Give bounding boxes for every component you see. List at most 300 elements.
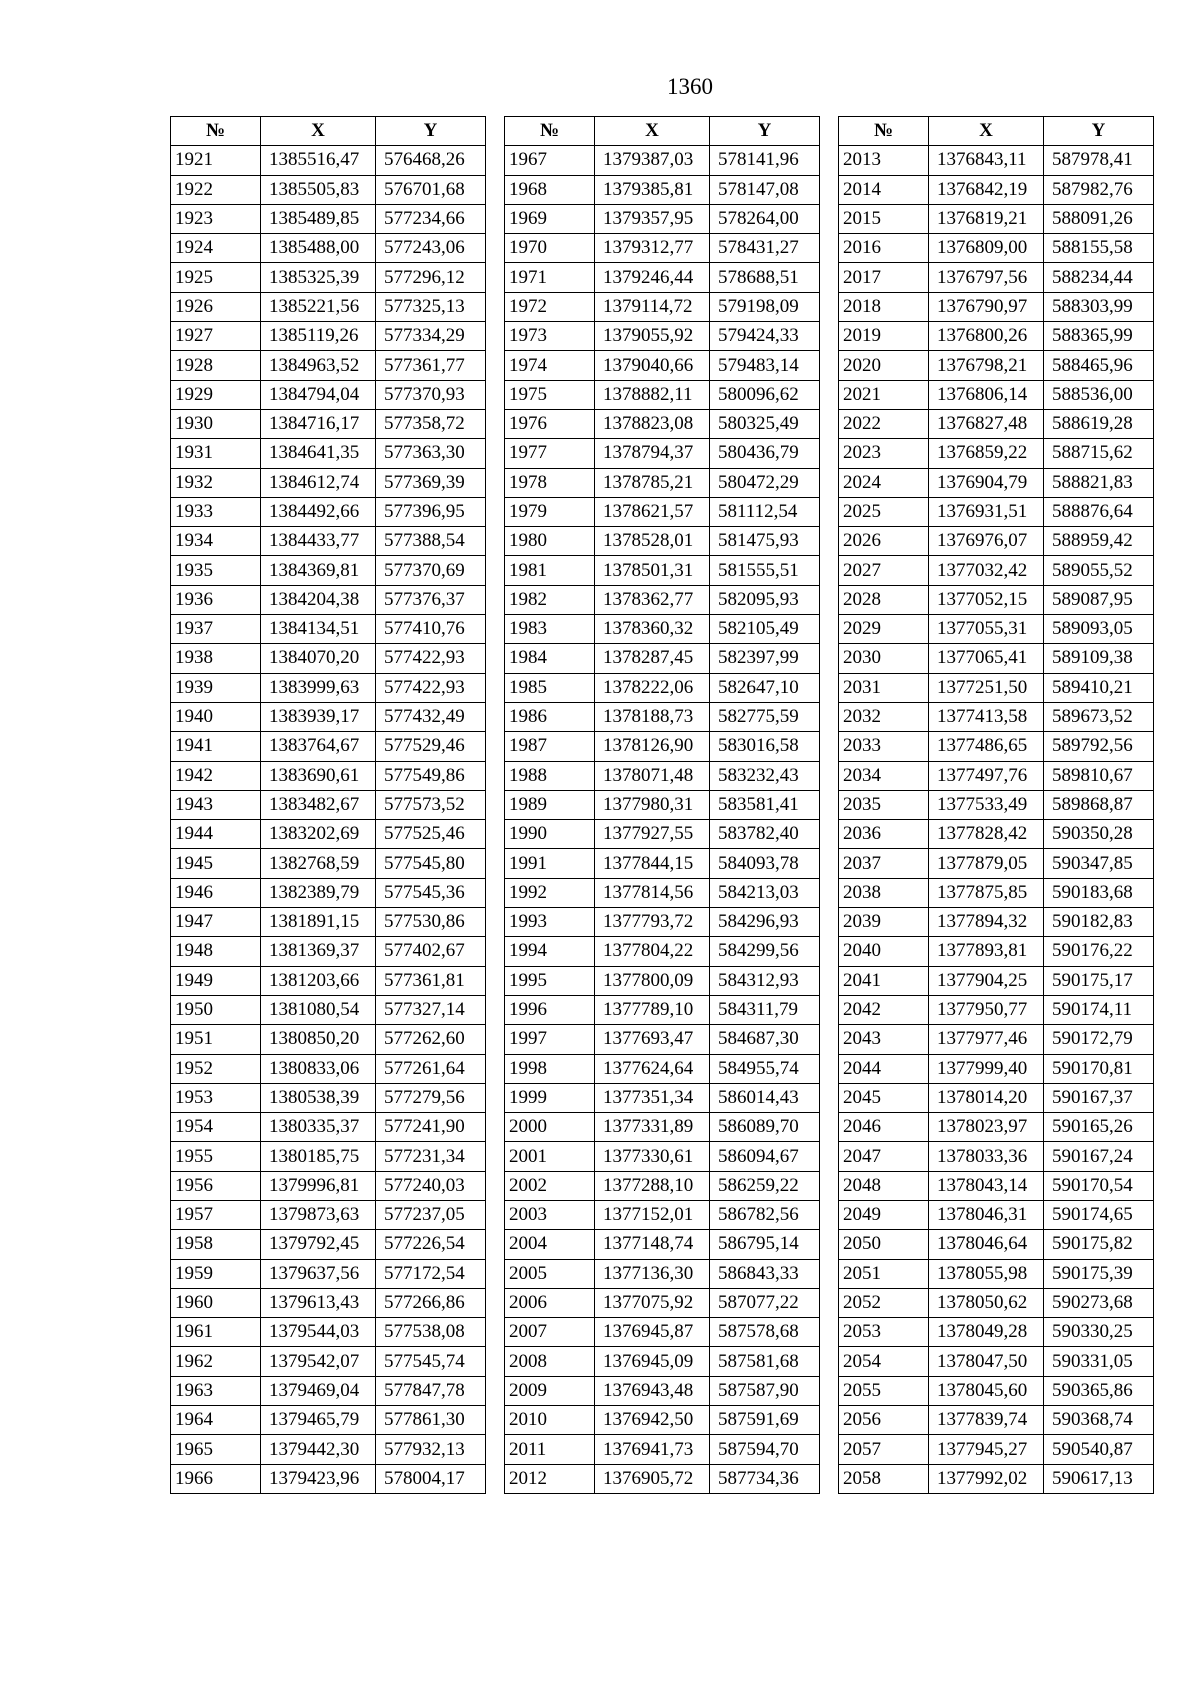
x-coordinate-cell: 1376797,56	[929, 263, 1044, 292]
table-row	[171, 732, 486, 761]
y-coordinate-cell: 588536,00	[1044, 380, 1154, 409]
point-number-cell: 2026	[839, 527, 929, 556]
table-row	[505, 966, 820, 995]
table-row	[839, 790, 1154, 819]
table-row	[839, 263, 1154, 292]
x-coordinate-cell: 1376809,00	[929, 234, 1044, 263]
point-number-cell: 2006	[505, 1288, 595, 1317]
table-row	[171, 204, 486, 233]
x-coordinate-cell: 1377148,74	[595, 1230, 710, 1259]
x-coordinate-cell: 1378785,21	[595, 468, 710, 497]
x-coordinate-cell: 1379542,07	[261, 1347, 376, 1376]
table-row	[839, 439, 1154, 468]
x-coordinate-cell: 1377927,55	[595, 820, 710, 849]
y-coordinate-cell: 577422,93	[376, 673, 486, 702]
y-coordinate-cell: 577172,54	[376, 1259, 486, 1288]
x-coordinate-cell: 1384612,74	[261, 468, 376, 497]
table-row	[505, 732, 820, 761]
x-coordinate-cell: 1376798,21	[929, 351, 1044, 380]
x-coordinate-cell: 1376790,97	[929, 292, 1044, 321]
table-row	[839, 1230, 1154, 1259]
y-coordinate-cell: 580436,79	[710, 439, 820, 468]
x-coordinate-cell: 1377032,42	[929, 556, 1044, 585]
point-number-cell: 1930	[171, 409, 261, 438]
x-coordinate-cell: 1378823,08	[595, 409, 710, 438]
x-coordinate-cell: 1377977,46	[929, 1025, 1044, 1054]
table-header-row	[505, 117, 820, 146]
x-coordinate-cell: 1379544,03	[261, 1318, 376, 1347]
table-row	[505, 878, 820, 907]
page-number: 1360	[667, 74, 713, 99]
point-number-cell: 1929	[171, 380, 261, 409]
point-number-cell: 2049	[839, 1200, 929, 1229]
coordinate-table-1	[170, 116, 486, 1494]
point-number-cell: 1952	[171, 1054, 261, 1083]
y-coordinate-cell: 590617,13	[1044, 1464, 1154, 1493]
table-row	[171, 849, 486, 878]
point-number-cell: 1921	[171, 146, 261, 175]
table-row	[839, 1288, 1154, 1317]
y-coordinate-cell: 578688,51	[710, 263, 820, 292]
point-number-cell: 1981	[505, 556, 595, 585]
table-row	[839, 292, 1154, 321]
x-coordinate-cell: 1379385,81	[595, 175, 710, 204]
y-coordinate-cell: 580472,29	[710, 468, 820, 497]
x-coordinate-cell: 1382768,59	[261, 849, 376, 878]
coordinate-table-3	[838, 116, 1154, 1494]
point-number-cell: 1939	[171, 673, 261, 702]
x-coordinate-cell: 1384070,20	[261, 644, 376, 673]
point-number-cell: 1993	[505, 908, 595, 937]
x-coordinate-cell: 1377486,65	[929, 732, 1044, 761]
y-coordinate-cell: 577358,72	[376, 409, 486, 438]
y-coordinate-cell: 577573,52	[376, 790, 486, 819]
point-number-cell: 2054	[839, 1347, 929, 1376]
x-coordinate-cell: 1377330,61	[595, 1142, 710, 1171]
table-row	[171, 908, 486, 937]
x-coordinate-cell: 1379442,30	[261, 1435, 376, 1464]
y-coordinate-cell: 579483,14	[710, 351, 820, 380]
x-coordinate-cell: 1384641,35	[261, 439, 376, 468]
point-number-cell: 1998	[505, 1054, 595, 1083]
point-number-cell: 2037	[839, 849, 929, 878]
point-number-cell: 2020	[839, 351, 929, 380]
header-x: X	[595, 117, 710, 146]
y-coordinate-cell: 582095,93	[710, 585, 820, 614]
point-number-cell: 1961	[171, 1318, 261, 1347]
point-number-cell: 2012	[505, 1464, 595, 1493]
x-coordinate-cell: 1378222,06	[595, 673, 710, 702]
y-coordinate-cell: 586843,33	[710, 1259, 820, 1288]
point-number-cell: 2017	[839, 263, 929, 292]
x-coordinate-cell: 1380538,39	[261, 1083, 376, 1112]
y-coordinate-cell: 590175,17	[1044, 966, 1154, 995]
y-coordinate-cell: 577847,78	[376, 1376, 486, 1405]
table-row	[839, 234, 1154, 263]
y-coordinate-cell: 584296,93	[710, 908, 820, 937]
table-row	[171, 234, 486, 263]
point-number-cell: 1945	[171, 849, 261, 878]
table-row	[171, 1200, 486, 1229]
point-number-cell: 2027	[839, 556, 929, 585]
point-number-cell: 1975	[505, 380, 595, 409]
table-row	[505, 1054, 820, 1083]
x-coordinate-cell: 1377893,81	[929, 937, 1044, 966]
table-row	[505, 380, 820, 409]
table-row	[505, 439, 820, 468]
y-coordinate-cell: 586259,22	[710, 1171, 820, 1200]
x-coordinate-cell: 1384204,38	[261, 585, 376, 614]
x-coordinate-cell: 1379792,45	[261, 1230, 376, 1259]
table-row	[505, 556, 820, 585]
x-coordinate-cell: 1377693,47	[595, 1025, 710, 1054]
table-row	[505, 1142, 820, 1171]
x-coordinate-cell: 1377413,58	[929, 702, 1044, 731]
table-row	[839, 1200, 1154, 1229]
header-y: Y	[710, 117, 820, 146]
x-coordinate-cell: 1379423,96	[261, 1464, 376, 1493]
y-coordinate-cell: 576701,68	[376, 175, 486, 204]
y-coordinate-cell: 583581,41	[710, 790, 820, 819]
y-coordinate-cell: 590170,54	[1044, 1171, 1154, 1200]
y-coordinate-cell: 587077,22	[710, 1288, 820, 1317]
table-row	[505, 234, 820, 263]
table-row	[505, 292, 820, 321]
y-coordinate-cell: 587978,41	[1044, 146, 1154, 175]
point-number-cell: 2028	[839, 585, 929, 614]
point-number-cell: 1980	[505, 527, 595, 556]
coordinate-table-2	[504, 116, 820, 1494]
table-row	[505, 644, 820, 673]
y-coordinate-cell: 581555,51	[710, 556, 820, 585]
x-coordinate-cell: 1378362,77	[595, 585, 710, 614]
table-row	[171, 1142, 486, 1171]
point-number-cell: 1940	[171, 702, 261, 731]
point-number-cell: 1996	[505, 995, 595, 1024]
point-number-cell: 2033	[839, 732, 929, 761]
point-number-cell: 1989	[505, 790, 595, 819]
point-number-cell: 1932	[171, 468, 261, 497]
point-number-cell: 2008	[505, 1347, 595, 1376]
y-coordinate-cell: 583016,58	[710, 732, 820, 761]
x-coordinate-cell: 1378047,50	[929, 1347, 1044, 1376]
x-coordinate-cell: 1378621,57	[595, 497, 710, 526]
point-number-cell: 2045	[839, 1083, 929, 1112]
x-coordinate-cell: 1380833,06	[261, 1054, 376, 1083]
x-coordinate-cell: 1379040,66	[595, 351, 710, 380]
x-coordinate-cell: 1378794,37	[595, 439, 710, 468]
point-number-cell: 1987	[505, 732, 595, 761]
x-coordinate-cell: 1379613,43	[261, 1288, 376, 1317]
table-row	[171, 175, 486, 204]
x-coordinate-cell: 1383690,61	[261, 761, 376, 790]
y-coordinate-cell: 577410,76	[376, 615, 486, 644]
table-row	[839, 761, 1154, 790]
x-coordinate-cell: 1376931,51	[929, 497, 1044, 526]
point-number-cell: 2014	[839, 175, 929, 204]
point-number-cell: 1963	[171, 1376, 261, 1405]
point-number-cell: 1982	[505, 585, 595, 614]
table-row	[839, 966, 1154, 995]
y-coordinate-cell: 584299,56	[710, 937, 820, 966]
y-coordinate-cell: 577545,80	[376, 849, 486, 878]
x-coordinate-cell: 1378045,60	[929, 1376, 1044, 1405]
y-coordinate-cell: 589810,67	[1044, 761, 1154, 790]
x-coordinate-cell: 1377879,05	[929, 849, 1044, 878]
x-coordinate-cell: 1376819,21	[929, 204, 1044, 233]
header-x: X	[261, 117, 376, 146]
point-number-cell: 1976	[505, 409, 595, 438]
y-coordinate-cell: 577266,86	[376, 1288, 486, 1317]
point-number-cell: 2003	[505, 1200, 595, 1229]
table-row	[839, 908, 1154, 937]
x-coordinate-cell: 1378046,31	[929, 1200, 1044, 1229]
table-row	[171, 878, 486, 907]
y-coordinate-cell: 590365,86	[1044, 1376, 1154, 1405]
y-coordinate-cell: 577538,08	[376, 1318, 486, 1347]
y-coordinate-cell: 590167,24	[1044, 1142, 1154, 1171]
table-row	[171, 1025, 486, 1054]
x-coordinate-cell: 1384134,51	[261, 615, 376, 644]
table-header-row	[171, 117, 486, 146]
point-number-cell: 1988	[505, 761, 595, 790]
x-coordinate-cell: 1379637,56	[261, 1259, 376, 1288]
table-row	[839, 673, 1154, 702]
point-number-cell: 1969	[505, 204, 595, 233]
point-number-cell: 2011	[505, 1435, 595, 1464]
y-coordinate-cell: 577529,46	[376, 732, 486, 761]
table-row	[505, 1406, 820, 1435]
table-row	[839, 468, 1154, 497]
point-number-cell: 1925	[171, 263, 261, 292]
x-coordinate-cell: 1378188,73	[595, 702, 710, 731]
y-coordinate-cell: 590167,37	[1044, 1083, 1154, 1112]
x-coordinate-cell: 1377065,41	[929, 644, 1044, 673]
point-number-cell: 1922	[171, 175, 261, 204]
y-coordinate-cell: 577240,03	[376, 1171, 486, 1200]
y-coordinate-cell: 577376,37	[376, 585, 486, 614]
y-coordinate-cell: 587587,90	[710, 1376, 820, 1405]
x-coordinate-cell: 1379465,79	[261, 1406, 376, 1435]
y-coordinate-cell: 577363,30	[376, 439, 486, 468]
y-coordinate-cell: 581475,93	[710, 527, 820, 556]
table-row	[839, 351, 1154, 380]
point-number-cell: 2042	[839, 995, 929, 1024]
x-coordinate-cell: 1383764,67	[261, 732, 376, 761]
y-coordinate-cell: 583232,43	[710, 761, 820, 790]
header-number: №	[505, 117, 595, 146]
x-coordinate-cell: 1377904,25	[929, 966, 1044, 995]
x-coordinate-cell: 1377533,49	[929, 790, 1044, 819]
y-coordinate-cell: 577369,39	[376, 468, 486, 497]
point-number-cell: 2051	[839, 1259, 929, 1288]
table-row	[171, 702, 486, 731]
table-row	[505, 820, 820, 849]
table-row	[171, 644, 486, 673]
y-coordinate-cell: 577530,86	[376, 908, 486, 937]
y-coordinate-cell: 587982,76	[1044, 175, 1154, 204]
x-coordinate-cell: 1377251,50	[929, 673, 1044, 702]
x-coordinate-cell: 1383999,63	[261, 673, 376, 702]
table-row	[839, 1318, 1154, 1347]
point-number-cell: 2009	[505, 1376, 595, 1405]
point-number-cell: 2053	[839, 1318, 929, 1347]
x-coordinate-cell: 1377875,85	[929, 878, 1044, 907]
x-coordinate-cell: 1384369,81	[261, 556, 376, 585]
point-number-cell: 2015	[839, 204, 929, 233]
table-row	[839, 1142, 1154, 1171]
x-coordinate-cell: 1385489,85	[261, 204, 376, 233]
point-number-cell: 1973	[505, 322, 595, 351]
y-coordinate-cell: 589109,38	[1044, 644, 1154, 673]
x-coordinate-cell: 1378043,14	[929, 1171, 1044, 1200]
x-coordinate-cell: 1381203,66	[261, 966, 376, 995]
point-number-cell: 2016	[839, 234, 929, 263]
x-coordinate-cell: 1377950,77	[929, 995, 1044, 1024]
x-coordinate-cell: 1385516,47	[261, 146, 376, 175]
table-row	[171, 1347, 486, 1376]
x-coordinate-cell: 1378055,98	[929, 1259, 1044, 1288]
point-number-cell: 1992	[505, 878, 595, 907]
x-coordinate-cell: 1377136,30	[595, 1259, 710, 1288]
y-coordinate-cell: 589055,52	[1044, 556, 1154, 585]
table-row	[505, 1318, 820, 1347]
point-number-cell: 2058	[839, 1464, 929, 1493]
table-row	[505, 204, 820, 233]
x-coordinate-cell: 1381369,37	[261, 937, 376, 966]
point-number-cell: 1958	[171, 1230, 261, 1259]
y-coordinate-cell: 577432,49	[376, 702, 486, 731]
y-coordinate-cell: 577549,86	[376, 761, 486, 790]
x-coordinate-cell: 1378033,36	[929, 1142, 1044, 1171]
table-row	[839, 1464, 1154, 1493]
point-number-cell: 1965	[171, 1435, 261, 1464]
table-row	[839, 497, 1154, 526]
point-number-cell: 1974	[505, 351, 595, 380]
point-number-cell: 1927	[171, 322, 261, 351]
x-coordinate-cell: 1377793,72	[595, 908, 710, 937]
table-row	[505, 790, 820, 819]
point-number-cell: 1935	[171, 556, 261, 585]
table-row	[171, 1083, 486, 1112]
x-coordinate-cell: 1377945,27	[929, 1435, 1044, 1464]
y-coordinate-cell: 579198,09	[710, 292, 820, 321]
point-number-cell: 1923	[171, 204, 261, 233]
x-coordinate-cell: 1376942,50	[595, 1406, 710, 1435]
x-coordinate-cell: 1376800,26	[929, 322, 1044, 351]
point-number-cell: 2018	[839, 292, 929, 321]
point-number-cell: 2035	[839, 790, 929, 819]
y-coordinate-cell: 580096,62	[710, 380, 820, 409]
header-number: №	[839, 117, 929, 146]
point-number-cell: 1979	[505, 497, 595, 526]
point-number-cell: 1950	[171, 995, 261, 1024]
table-row	[839, 175, 1154, 204]
point-number-cell: 2002	[505, 1171, 595, 1200]
y-coordinate-cell: 587581,68	[710, 1347, 820, 1376]
table-row	[839, 820, 1154, 849]
table-row	[505, 673, 820, 702]
table-row	[171, 527, 486, 556]
y-coordinate-cell: 588876,64	[1044, 497, 1154, 526]
y-coordinate-cell: 577370,69	[376, 556, 486, 585]
x-coordinate-cell: 1377844,15	[595, 849, 710, 878]
table-row	[171, 966, 486, 995]
table-row	[505, 1083, 820, 1112]
x-coordinate-cell: 1379357,95	[595, 204, 710, 233]
table-row	[505, 761, 820, 790]
point-number-cell: 1997	[505, 1025, 595, 1054]
y-coordinate-cell: 589673,52	[1044, 702, 1154, 731]
x-coordinate-cell: 1376806,14	[929, 380, 1044, 409]
table-row	[839, 1113, 1154, 1142]
table-row	[171, 820, 486, 849]
point-number-cell: 2048	[839, 1171, 929, 1200]
x-coordinate-cell: 1378528,01	[595, 527, 710, 556]
x-coordinate-cell: 1376945,87	[595, 1318, 710, 1347]
y-coordinate-cell: 577231,34	[376, 1142, 486, 1171]
table-row	[505, 1025, 820, 1054]
x-coordinate-cell: 1379996,81	[261, 1171, 376, 1200]
y-coordinate-cell: 584687,30	[710, 1025, 820, 1054]
y-coordinate-cell: 590540,87	[1044, 1435, 1154, 1464]
y-coordinate-cell: 577296,12	[376, 263, 486, 292]
table-row	[171, 409, 486, 438]
table-row	[505, 175, 820, 204]
point-number-cell: 1990	[505, 820, 595, 849]
y-coordinate-cell: 576468,26	[376, 146, 486, 175]
table-row	[171, 468, 486, 497]
x-coordinate-cell: 1378287,45	[595, 644, 710, 673]
y-coordinate-cell: 577325,13	[376, 292, 486, 321]
y-coordinate-cell: 586089,70	[710, 1113, 820, 1142]
y-coordinate-cell: 589410,21	[1044, 673, 1154, 702]
y-coordinate-cell: 584213,03	[710, 878, 820, 907]
x-coordinate-cell: 1378071,48	[595, 761, 710, 790]
header-number: №	[171, 117, 261, 146]
x-coordinate-cell: 1378501,31	[595, 556, 710, 585]
y-coordinate-cell: 590273,68	[1044, 1288, 1154, 1317]
table-row	[839, 1171, 1154, 1200]
point-number-cell: 1962	[171, 1347, 261, 1376]
x-coordinate-cell: 1378882,11	[595, 380, 710, 409]
x-coordinate-cell: 1384433,77	[261, 527, 376, 556]
x-coordinate-cell: 1381080,54	[261, 995, 376, 1024]
x-coordinate-cell: 1385488,00	[261, 234, 376, 263]
y-coordinate-cell: 582397,99	[710, 644, 820, 673]
y-coordinate-cell: 590330,25	[1044, 1318, 1154, 1347]
table-row	[505, 995, 820, 1024]
table-row	[839, 409, 1154, 438]
table-row	[171, 1054, 486, 1083]
y-coordinate-cell: 578004,17	[376, 1464, 486, 1493]
point-number-cell: 1936	[171, 585, 261, 614]
table-row	[505, 1435, 820, 1464]
y-coordinate-cell: 588715,62	[1044, 439, 1154, 468]
point-number-cell: 2010	[505, 1406, 595, 1435]
table-row	[839, 995, 1154, 1024]
table-row	[839, 527, 1154, 556]
point-number-cell: 2041	[839, 966, 929, 995]
table-row	[839, 322, 1154, 351]
table-row	[505, 1259, 820, 1288]
y-coordinate-cell: 580325,49	[710, 409, 820, 438]
y-coordinate-cell: 577334,29	[376, 322, 486, 351]
table-row	[171, 322, 486, 351]
x-coordinate-cell: 1378023,97	[929, 1113, 1044, 1142]
point-number-cell: 1943	[171, 790, 261, 819]
table-row	[839, 732, 1154, 761]
